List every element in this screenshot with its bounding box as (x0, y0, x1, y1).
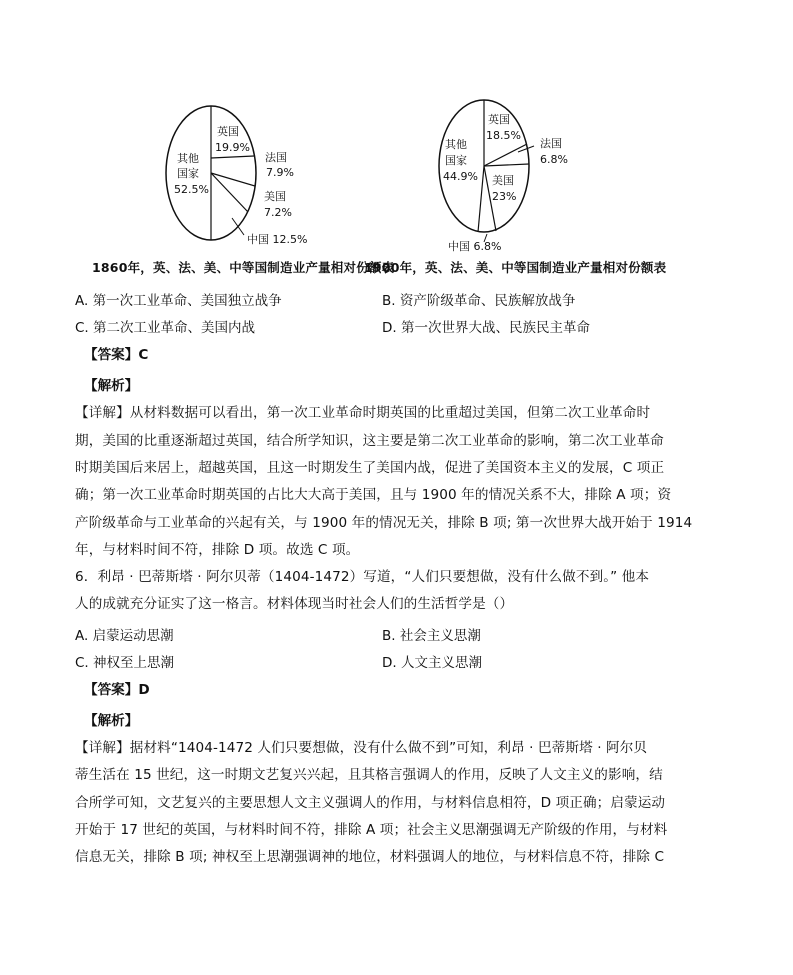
label-other-pct: 52.5% (174, 183, 209, 196)
detail-line: 【详解】从材料数据可以看出，第一次工业革命时期英国的比重超过美国，但第二次工业革命时 (75, 405, 651, 421)
analysis-tag: 【解析】 (84, 713, 139, 729)
option-d: D. 人文主义思潮 (382, 655, 482, 671)
chart-caption-1900: 1900年，英、法、美、中等国制造业产量相对份额表 (364, 260, 667, 275)
label-fr-pct: 6.8% (540, 153, 568, 166)
detail-line: 蒂生活在 15 世纪，这一时期文艺复兴兴起，且其格言强调人的作用，反映了人文主义的影响，结 (75, 767, 663, 783)
option-b: B. 资产阶级革命、民族解放战争 (382, 293, 576, 309)
question-stem: 人的成就充分证实了这一格言。材料体现当时社会人们的生活哲学是（） (75, 596, 514, 612)
analysis-tag: 【解析】 (84, 378, 139, 394)
label-uk: 英国 (488, 113, 510, 126)
detail-line: 开始于 17 世纪的英国，与材料时间不符，排除 A 项；社会主义思潮强调无产阶级的作用，与材料 (75, 822, 668, 838)
detail-line: 期，美国的比重逐渐超过英国，结合所学知识，这主要是第二次工业革命的影响，第二次工业革命 (75, 433, 664, 449)
label-cn: 中国 12.5% (247, 233, 308, 246)
slice-divider (484, 164, 529, 166)
detail-line: 合所学可知，文艺复兴的主要思想人文主义强调人的作用，与材料信息相符，D 项正确；启蒙运动 (75, 795, 666, 811)
option-c: C. 第二次工业革命、美国内战 (75, 320, 256, 336)
slice-divider (484, 144, 527, 166)
answer-tag: 【答案】C (84, 347, 149, 363)
option-d: D. 第一次世界大战、民族民主革命 (382, 320, 590, 336)
option-c: C. 神权至上思潮 (75, 655, 175, 671)
detail-line: 时期美国后来居上，超越英国，且这一时期发生了美国内战，促进了美国资本主义的发展，C 项正 (75, 460, 665, 476)
question-stem: 6．利昂 · 巴蒂斯塔 · 阿尔贝蒂（1404-1472）写道，“人们只要想做，没有什么做不到。” 他本 (75, 569, 650, 585)
label-other: 国家 (177, 167, 199, 180)
label-fr-pct: 7.9% (266, 166, 294, 179)
label-uk: 英国 (217, 125, 239, 138)
label-uk-pct: 19.9% (215, 141, 250, 154)
label-other-pct: 44.9% (443, 170, 478, 183)
pie-chart-1900 (430, 94, 600, 254)
slice-divider (478, 166, 484, 232)
label-us: 美国 (264, 190, 286, 203)
label-us-pct: 7.2% (264, 206, 292, 219)
label-fr: 法国 (265, 151, 287, 164)
answer-tag: 【答案】D (84, 682, 150, 698)
label-other: 其他 (445, 138, 467, 151)
slice-divider (211, 156, 254, 158)
detail-line: 年，与材料时间不符，排除 D 项。故选 C 项。 (75, 542, 360, 558)
pie-chart-1860 (160, 100, 330, 250)
detail-line: 信息无关，排除 B 项; 神权至上思潮强调神的地位，材料强调人的地位，与材料信息不符，排除 C (75, 849, 665, 865)
detail-line: 确；第一次工业革命时期英国的占比大大高于美国，且与 1900 年的情况关系不大，排除 A 项；资 (75, 487, 672, 503)
label-uk-pct: 18.5% (486, 129, 521, 142)
option-b: B. 社会主义思潮 (382, 628, 481, 644)
chart-caption-1860: 1860年，英、法、美、中等国制造业产量相对份额表 (92, 260, 395, 275)
option-a: A. 第一次工业革命、美国独立战争 (75, 293, 282, 309)
label-other: 国家 (445, 154, 467, 167)
label-cn: 中国 6.8% (448, 240, 502, 253)
label-fr: 法国 (540, 137, 562, 150)
label-other: 其他 (177, 152, 199, 165)
label-us: 美国 (492, 174, 514, 187)
detail-line: 产阶级革命与工业革命的兴起有关，与 1900 年的情况无关，排除 B 项; 第一次世界大战开始于 1914 (75, 515, 693, 531)
detail-line: 【详解】据材料“1404-1472 人们只要想做，没有什么做不到”可知，利昂 · 巴蒂斯塔 · 阿尔贝 (75, 740, 648, 756)
option-a: A. 启蒙运动思潮 (75, 628, 174, 644)
label-us-pct: 23% (492, 190, 517, 203)
